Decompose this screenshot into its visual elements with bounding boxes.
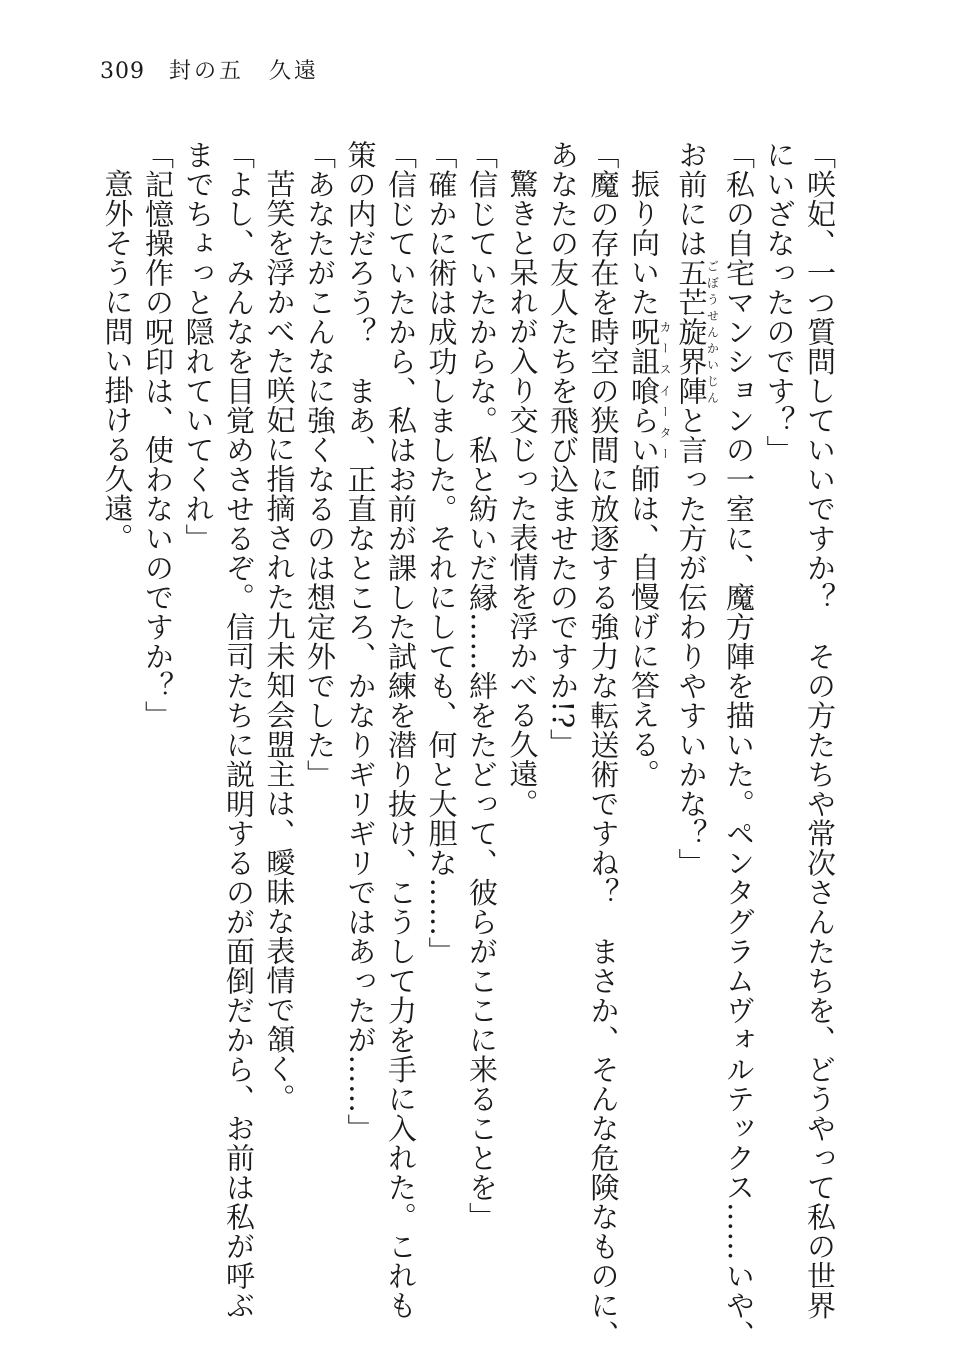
text-line: 「咲妃、一つ質問していいですか？ その方たちや常次さんたちを、どうやって私の世界 <box>803 140 837 1320</box>
ruby-term-gobou-senkaijin <box>674 258 720 406</box>
ruby-base: 呪詛喰らい <box>627 316 661 464</box>
ruby-term-curse-eater <box>627 316 672 465</box>
text-segment: 師は、自慢げに答える。 <box>627 464 661 789</box>
ruby-base: 五芒旋界陣 <box>674 258 709 406</box>
text-line: 「よし、みんなを目覚めさせるぞ。信司たちに説明するのが面倒だから、お前は私が呼ぶ <box>222 140 256 1320</box>
text-line: 驚きと呆れが入り交じった表情を浮かべる久遠。 <box>505 169 540 818</box>
text-line: 苦笑を浮かべた咲妃に指摘された九未知会盟主は、曖昧な表情で頷く。 <box>262 169 297 1113</box>
text-line: までちょっと隠れていてくれ」 <box>181 140 216 553</box>
page-header <box>100 54 319 85</box>
page-number: 309 <box>100 59 145 84</box>
ruby-reading: カースイーター <box>658 316 672 464</box>
text-segment: お前には <box>674 140 709 258</box>
text-line <box>671 140 719 1280</box>
vertical-text-body <box>100 140 840 1350</box>
text-line: にいざなったのです？」 <box>762 140 797 465</box>
text-line: 策の内だろう？ まあ、正直なところ、かなりギリギリではあったが……」 <box>343 140 378 1143</box>
text-line: 「信じていたからな。私と紡いだ縁……絆をたどって、彼らがここに来ることを」 <box>465 140 499 1232</box>
text-line: 「あなたがこんなに強くなるのは想定外でした」 <box>303 140 337 789</box>
text-line: 「魔の存在を時空の狭間に放逐する強力な転送術ですね？ まさか、そんな危険なものに、 <box>586 140 621 1350</box>
text-line: 「私の自宅マンションの一室に、魔方陣を描いた。ペンタグラムヴォルテックス……いや、 <box>722 140 756 1350</box>
text-line <box>624 140 672 1280</box>
ruby-reading: ごぼうせんかいじん <box>705 258 720 406</box>
text-line: 「記憶操作の呪印は、使わないのですか？」 <box>141 140 175 730</box>
text-line: 「確かに術は成功しました。それにしても、何と大胆な……」 <box>424 140 459 966</box>
text-line: あなたの友人たちを飛び込ませたのですか!?」 <box>546 140 580 759</box>
chapter-title: 封の五 久遠 <box>169 59 320 84</box>
text-line: 意外そうに問い掛ける久遠。 <box>100 169 135 553</box>
text-segment: と言った方が伝わりやすいかな？」 <box>674 405 709 878</box>
text-segment: 振り向いた <box>627 169 661 317</box>
text-line: 「信じていたから、私はお前が課した試練を潜り抜け、こうして力を手に入れた。これも <box>384 140 418 1320</box>
